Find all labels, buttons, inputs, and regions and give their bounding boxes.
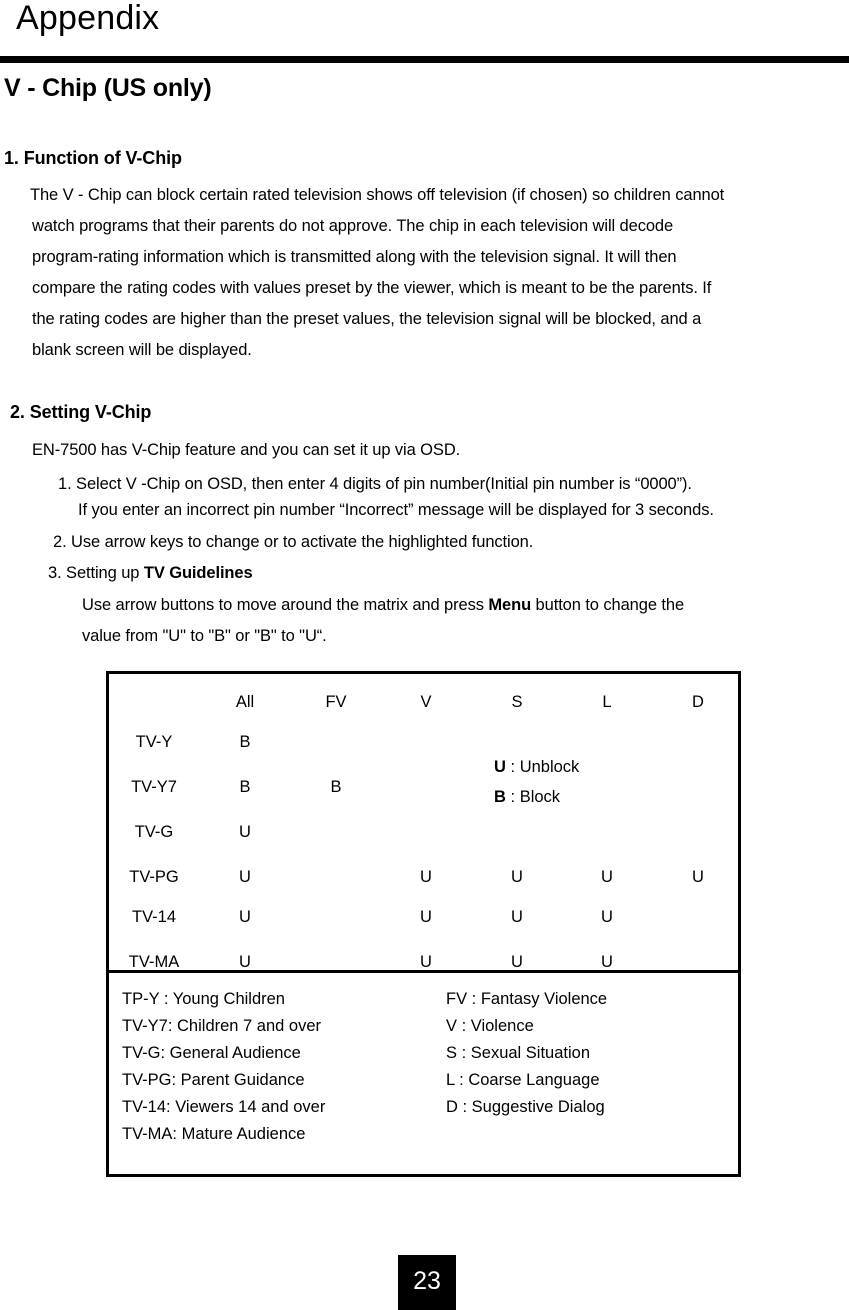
tv-guidelines-table	[106, 671, 741, 1177]
row-label-tv-14: TV-14	[131, 908, 177, 926]
cell-tv-y7-all: B	[239, 778, 251, 796]
row-label-tv-g: TV-G	[134, 823, 174, 841]
step-1-line-1: 1. Select V -Chip on OSD, then enter 4 digits of pin number(Initial pin number is “0000”).	[58, 475, 692, 493]
section2-intro: EN-7500 has V-Chip feature and you can set it up via OSD.	[32, 441, 461, 459]
step-2: 2. Use arrow keys to change or to activate the highlighted function.	[53, 533, 534, 551]
header-divider-rule	[0, 56, 849, 63]
column-header-l: L	[602, 693, 612, 711]
key-unblock-code: U	[494, 758, 506, 776]
column-header-fv: FV	[325, 693, 347, 711]
paragraph-line-4: compare the rating codes with values preset by the viewer, which is meant to be the parents. If	[32, 279, 712, 297]
key-block	[494, 787, 560, 807]
cell-tv-pg-s: U	[511, 868, 523, 886]
menu-button-term: Menu	[488, 596, 532, 614]
key-unblock-sep: :	[505, 758, 520, 776]
key-block-code: B	[494, 788, 506, 806]
cell-tv-ma-v: U	[420, 953, 432, 971]
cell-tv-g-all: U	[239, 823, 251, 841]
cell-tv-14-v: U	[420, 908, 432, 926]
cell-tv-14-l: U	[601, 908, 613, 926]
cell-tv-14-s: U	[511, 908, 523, 926]
legend-right-line-4: L : Coarse Language	[446, 1071, 600, 1089]
key-unblock-meaning: Unblock	[519, 758, 580, 776]
step-3	[48, 558, 253, 589]
legend-left-line-2: TV-Y7: Children 7 and over	[122, 1017, 322, 1035]
appendix-title: Appendix	[16, 0, 160, 37]
cell-tv-ma-s: U	[511, 953, 523, 971]
legend-right-line-5: D : Suggestive Dialog	[446, 1098, 605, 1116]
paragraph-line-6: blank screen will be displayed.	[32, 341, 252, 359]
heading-function-of-vchip: 1. Function of V-Chip	[4, 148, 182, 168]
step-3-body-b: button to change the	[531, 596, 685, 614]
row-label-tv-pg: TV-PG	[129, 868, 179, 886]
step-3-term: TV Guidelines	[143, 564, 253, 582]
column-header-d: D	[692, 693, 704, 711]
key-block-meaning: Block	[519, 788, 561, 806]
cell-tv-pg-l: U	[601, 868, 613, 886]
column-header-all: All	[235, 693, 255, 711]
cell-tv-14-all: U	[239, 908, 251, 926]
cell-tv-pg-d: U	[692, 868, 704, 886]
page-title: V - Chip (US only)	[4, 74, 212, 102]
legend-left-line-5: TV-14: Viewers 14 and over	[122, 1098, 326, 1116]
legend-left-line-3: TV-G: General Audience	[122, 1044, 301, 1062]
ratings-legend	[109, 973, 738, 1174]
legend-left-line-1: TP-Y : Young Children	[122, 990, 285, 1008]
cell-tv-pg-v: U	[420, 868, 432, 886]
row-label-tv-y7: TV-Y7	[131, 778, 177, 796]
cell-tv-ma-l: U	[601, 953, 613, 971]
page-number-badge	[398, 1255, 456, 1310]
legend-right-line-1: FV : Fantasy Violence	[446, 990, 608, 1008]
heading-setting-vchip: 2. Setting V-Chip	[10, 402, 152, 422]
legend-left-line-6: TV-MA: Mature Audience	[122, 1125, 306, 1143]
row-label-tv-ma: TV-MA	[128, 953, 180, 971]
paragraph-line-2: watch programs that their parents do not approve. The chip in each television will decode	[32, 217, 674, 235]
paragraph-line-5: the rating codes are higher than the preset values, the television signal will be blocked, and a	[32, 310, 702, 328]
key-unblock	[494, 757, 579, 777]
step-1-line-2: If you enter an incorrect pin number “Incorrect” message will be displayed for 3 seconds.	[78, 501, 714, 519]
cell-tv-y-all: B	[239, 733, 251, 751]
cell-tv-pg-all: U	[239, 868, 251, 886]
key-block-sep: :	[505, 788, 520, 806]
tv-guidelines-matrix	[109, 674, 738, 973]
step-3-body-a: Use arrow buttons to move around the matrix and press	[82, 596, 489, 614]
cell-tv-ma-all: U	[239, 953, 251, 971]
legend-right-line-2: V : Violence	[446, 1017, 534, 1035]
column-header-v: V	[420, 693, 432, 711]
cell-tv-y7-fv: B	[330, 778, 342, 796]
legend-left-line-4: TV-PG: Parent Guidance	[122, 1071, 305, 1089]
step-3-body-line-2: value from "U" to "B" or "B" to "U“.	[82, 627, 327, 645]
row-label-tv-y: TV-Y	[135, 733, 173, 751]
column-header-s: S	[511, 693, 523, 711]
step-3-body-line-1	[82, 590, 684, 621]
legend-right-line-3: S : Sexual Situation	[446, 1044, 591, 1062]
step-3-prefix: 3. Setting up	[48, 564, 144, 582]
paragraph-line-3: program-rating information which is transmitted along with the television signal. It will then	[32, 248, 677, 266]
paragraph-line-1: The V - Chip can block certain rated television shows off television (if chosen) so children cannot	[30, 186, 725, 204]
page-number: 23	[413, 1267, 441, 1295]
